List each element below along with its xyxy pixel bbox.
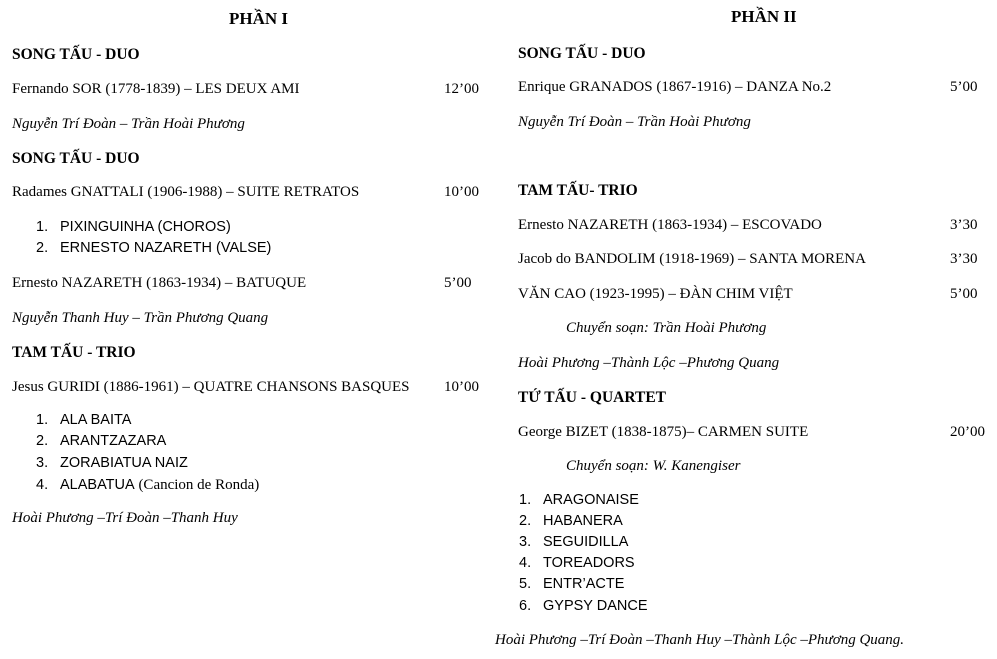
part2-sec3-work: George BIZET (1838-1875)– CARMEN SUITE [518,424,809,440]
part1-sec1-performers: Nguyễn Trí Đoàn – Trần Hoài Phương [12,116,245,132]
list-item [60,478,259,493]
part1-sec3-performers: Hoài Phương –Trí Đoàn –Thanh Huy [12,510,238,526]
part2-sec1-heading: SONG TẤU - DUO [518,45,646,62]
part2-sec2-work3: VĂN CAO (1923-1995) – ĐÀN CHIM VIỆT [518,286,793,302]
part2-sec3-heading: TỨ TẤU - QUARTET [518,389,667,406]
part2-sec3-arranger: Chuyển soạn: W. Kanengiser [566,458,741,474]
part2-sec2-duration1: 3’30 [950,217,978,233]
list-number: 6. [519,598,532,614]
list-item: ZORABIATUA NAIZ [60,455,188,471]
part2-sec2-heading: TAM TẤU- TRIO [518,182,638,199]
list-item: GYPSY DANCE [543,598,648,614]
part1-sec2-work1: Radames GNATTALI (1906-1988) – SUITE RETRATOS [12,184,360,200]
list-number: 2. [36,433,49,449]
list-item-title: ALABATUA [60,477,135,493]
list-number: 1. [36,219,49,235]
list-number: 4. [519,555,532,571]
list-number: 5. [519,576,532,592]
part2-sec2-arranger: Chuyển soạn: Trần Hoài Phương [566,320,767,336]
list-item-note: (Cancion de Ronda) [138,477,260,493]
list-item: SEGUIDILLA [543,534,629,550]
list-number: 2. [36,240,49,256]
part2-sec3-performers: Hoài Phương –Trí Đoàn –Thanh Huy –Thành Lộc –Phương Quang. [495,632,905,648]
part2-sec2-duration2: 3’30 [950,251,978,267]
part1-sec2-duration2: 5’00 [444,275,472,291]
list-number: 3. [519,534,532,550]
list-item: ERNESTO NAZARETH (VALSE) [60,240,272,256]
part1-sec2-heading: SONG TẤU - DUO [12,150,140,167]
part1-sec3-work: Jesus GURIDI (1886-1961) – QUATRE CHANSONS BASQUES [12,379,410,395]
list-number: 1. [36,412,49,428]
part2-sec2-performers: Hoài Phương –Thành Lộc –Phương Quang [518,355,780,371]
part1-title: PHẦN I [229,9,289,28]
part2-sec1-performers: Nguyễn Trí Đoàn – Trần Hoài Phương [518,114,751,130]
part2-sec1-work: Enrique GRANADOS (1867-1916) – DANZA No.2 [518,79,832,95]
list-item: HABANERA [543,513,623,529]
part1-sec1-heading: SONG TẤU - DUO [12,46,140,63]
part1-sec2-performers: Nguyễn Thanh Huy – Trần Phương Quang [12,310,269,326]
part2-sec2-work2: Jacob do BANDOLIM (1918-1969) – SANTA MORENA [518,251,866,267]
part1-sec1-work: Fernando SOR (1778-1839) – LES DEUX AMI [12,81,300,97]
list-item: ENTR’ACTE [543,576,625,592]
part1-sec2-work2: Ernesto NAZARETH (1863-1934) – BATUQUE [12,275,307,291]
part2-title: PHẦN II [731,7,797,26]
list-item: ARANTZAZARA [60,433,167,449]
list-number: 3. [36,455,49,471]
part2-sec2-work1: Ernesto NAZARETH (1863-1934) – ESCOVADO [518,217,822,233]
part1-sec2-duration1: 10’00 [444,184,479,200]
list-item: ALA BAITA [60,412,132,428]
part2-sec2-duration3: 5’00 [950,286,978,302]
part2-sec1-duration: 5’00 [950,79,978,95]
list-number: 2. [519,513,532,529]
part1-sec1-duration: 12’00 [444,81,479,97]
part1-sec3-duration: 10’00 [444,379,479,395]
part2-sec3-duration: 20’00 [950,424,985,440]
list-number: 1. [519,492,532,508]
list-item: ARAGONAISE [543,492,639,508]
part1-sec3-heading: TAM TẤU - TRIO [12,344,136,361]
list-number: 4. [36,477,49,493]
list-item: TOREADORS [543,555,635,571]
list-item: PIXINGUINHA (CHOROS) [60,219,231,235]
